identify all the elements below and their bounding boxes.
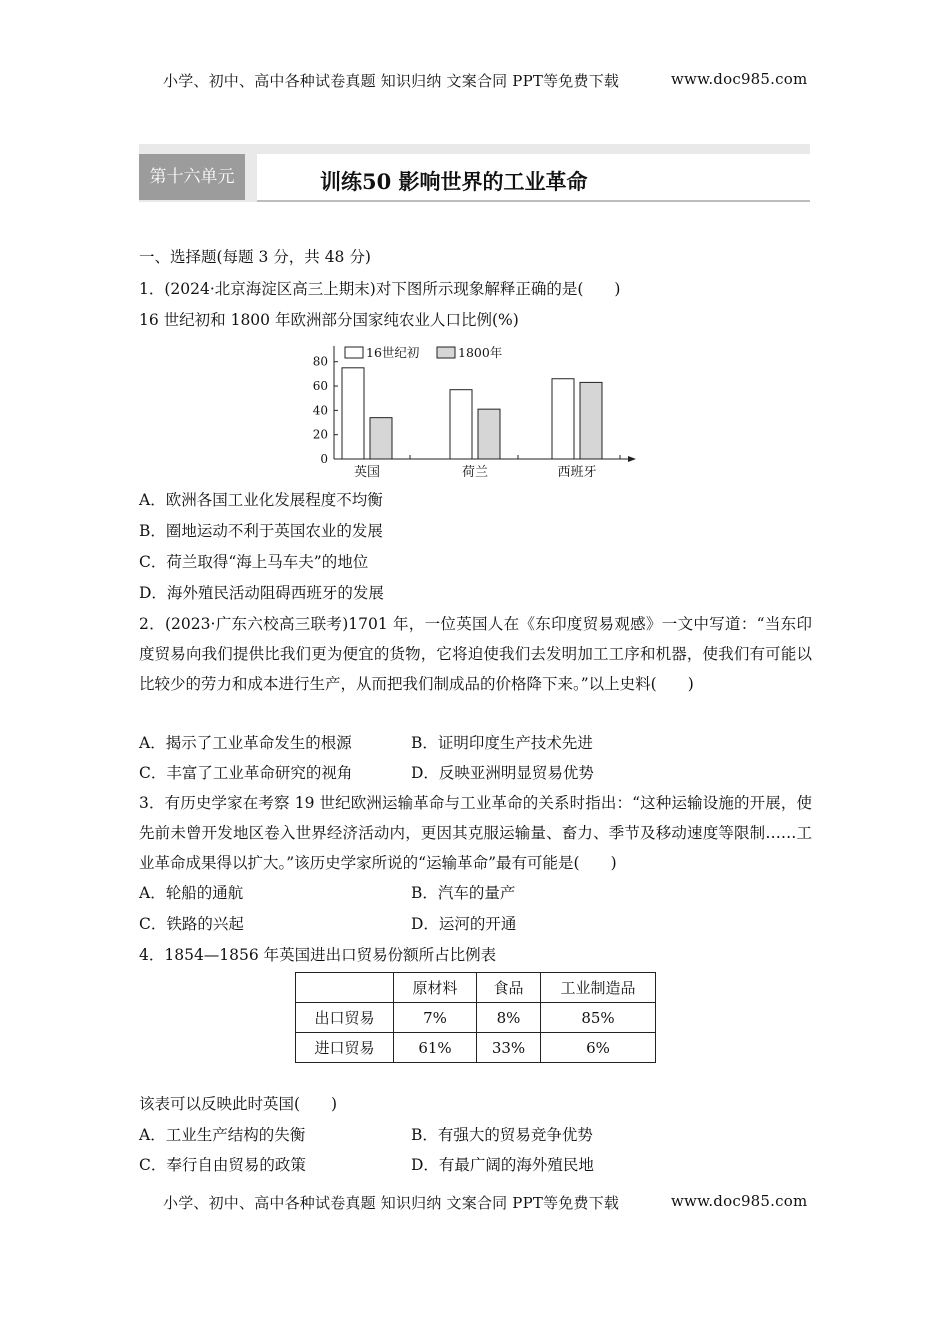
y-tick-label: 40 [312, 403, 328, 418]
q4-stem: 该表可以反映此时英国( ) [139, 1095, 338, 1113]
table-header-cell: 工业制造品 [541, 973, 656, 1003]
legend-swatch [345, 347, 363, 358]
bar [552, 379, 574, 459]
table-header-cell: 原材料 [394, 973, 477, 1003]
bar [342, 368, 364, 459]
bar [580, 382, 602, 459]
q2-option-a: A．揭示了工业革命发生的根源 [139, 734, 352, 752]
q1-option-c: C．荷兰取得“海上马车夫”的地位 [139, 553, 369, 571]
table-row [296, 1033, 656, 1063]
q1-option-d: D．海外殖民活动阻碍西班牙的发展 [139, 584, 384, 602]
q2-option-d: D．反映亚洲明显贸易优势 [411, 764, 594, 782]
q3-option-d: D．运河的开通 [411, 915, 517, 933]
table-cell: 7% [394, 1003, 477, 1033]
table-cell: 33% [477, 1033, 541, 1063]
q3-option-a: A．轮船的通航 [139, 884, 244, 902]
q4-caption: 4．1854—1856 年英国进出口贸易份额所占比例表 [139, 946, 497, 964]
x-tick-label: 荷兰 [461, 465, 489, 480]
bar [370, 418, 392, 459]
table-cell: 6% [541, 1033, 656, 1063]
q2-text: 2．(2023·广东六校高三联考)1701 年，一位英国人在《东印度贸易观感》一文中写道：“当东印度贸易向我们提供比我们更为便宜的货物，它将迫使我们去发明加工工序和机器，使我们有可能以比较少的劳力和成本进行生产，从而把我们制成品的价格降下来。”以上史料( ) [139, 615, 812, 693]
table-header-cell [296, 973, 394, 1003]
q2-option-c: C．丰富了工业革命研究的视角 [139, 764, 353, 782]
q1-stem: 1．(2024·北京海淀区高三上期末)对下图所示现象解释正确的是( ) [139, 280, 621, 298]
x-tick-label: 英国 [353, 465, 381, 480]
q1-option-a: A．欧洲各国工业化发展程度不均衡 [139, 491, 383, 509]
table-cell: 85% [541, 1003, 656, 1033]
table-header-row [296, 973, 656, 1003]
table-cell: 8% [477, 1003, 541, 1033]
q4-option-c: C．奉行自由贸易的政策 [139, 1156, 306, 1174]
q2-option-b: B．证明印度生产技术先进 [411, 734, 593, 752]
q3-option-c: C．铁路的兴起 [139, 915, 244, 933]
q4-option-d: D．有最广阔的海外殖民地 [411, 1156, 594, 1174]
table-row [296, 1003, 656, 1033]
q1-chart-caption: 16 世纪初和 1800 年欧洲部分国家纯农业人口比例(%) [139, 311, 519, 329]
q3-text: 3．有历史学家在考察 19 世纪欧洲运输革命与工业革命的关系时指出：“这种运输设施的开展，使先前未曾开发地区卷入世界经济活动内，更因其克服运输量、畜力、季节及移动速度等限制……工业革命成果得以扩大。”该历史学家所说的“运输革命”最有可能是( ) [139, 794, 812, 872]
x-axis-arrow [628, 456, 636, 462]
y-tick-label: 20 [312, 427, 328, 442]
bar [450, 390, 472, 459]
unit-label: 第十六单元 [139, 154, 245, 200]
table-header-cell: 食品 [477, 973, 541, 1003]
footer-site-link[interactable]: www.doc985.com [671, 1192, 808, 1210]
header-banner: 小学、初中、高中各种试卷真题 知识归纳 文案合同 PPT等免费下载 [163, 72, 620, 90]
y-tick-label: 80 [312, 354, 328, 369]
legend-label: 1800年 [458, 345, 503, 360]
page-title: 训练50 影响世界的工业革命 [320, 169, 588, 194]
legend-swatch [437, 347, 455, 358]
section-heading: 一、选择题(每题 3 分，共 48 分) [139, 248, 371, 266]
footer-banner: 小学、初中、高中各种试卷真题 知识归纳 文案合同 PPT等免费下载 [163, 1194, 620, 1212]
x-tick-label: 西班牙 [557, 465, 597, 480]
header-site-link[interactable]: www.doc985.com [671, 70, 808, 88]
bar [478, 409, 500, 459]
table-cell: 出口贸易 [296, 1003, 394, 1033]
q1-option-b: B．圈地运动不利于英国农业的发展 [139, 522, 383, 540]
table-cell: 进口贸易 [296, 1033, 394, 1063]
q4-option-a: A．工业生产结构的失衡 [139, 1126, 306, 1144]
table-cell: 61% [394, 1033, 477, 1063]
q3-option-b: B．汽车的量产 [411, 884, 516, 902]
trade-share-table [295, 972, 656, 1063]
q1-bar-chart [290, 338, 650, 486]
legend-label: 16世纪初 [366, 345, 420, 360]
y-tick-label: 60 [312, 379, 328, 394]
q4-option-b: B．有强大的贸易竞争优势 [411, 1126, 593, 1144]
y-tick-label: 0 [320, 452, 328, 466]
